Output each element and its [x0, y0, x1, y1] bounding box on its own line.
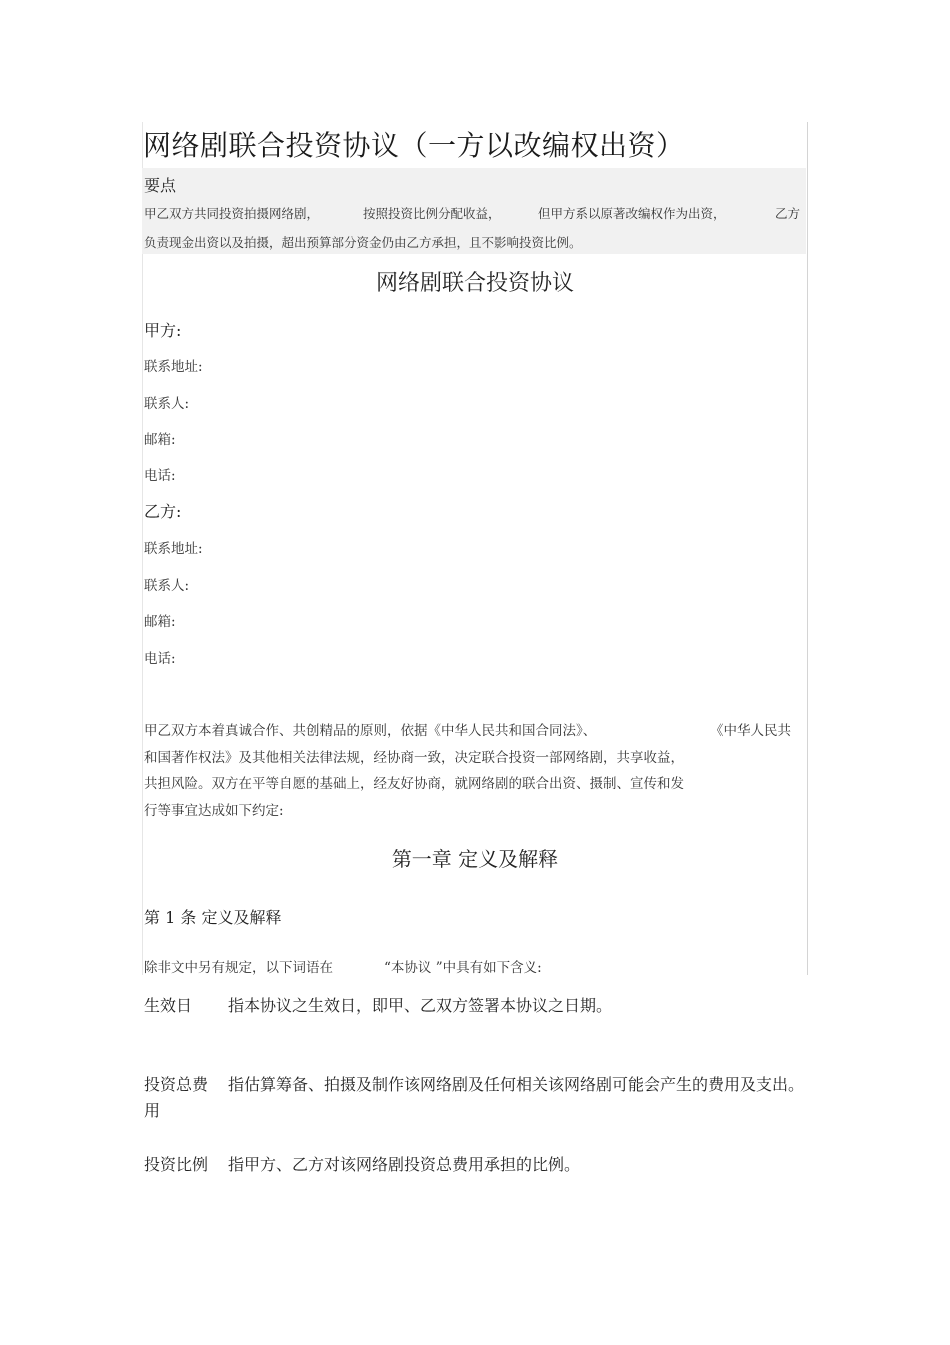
party-b-contact: 联系人: [144, 578, 190, 594]
agreement-title: 网络剧联合投资协议 [375, 271, 574, 296]
party-a-address: 联系地址: [144, 359, 203, 375]
party-a-email: 邮箱: [144, 432, 176, 448]
party-a-label: 甲方: [144, 321, 182, 340]
party-a-contact: 联系人: [144, 396, 190, 412]
definitions-intro-a: 除非文中另有规定，以下词语在 [144, 960, 333, 976]
definition-text: 指估算筹备、拍摄及制作该网络剧及任何相关该网络剧可能会产生的费用及支出。 [228, 1075, 805, 1094]
preamble-line1b: 《中华人民共 [710, 723, 791, 739]
definition-term: 投资比例 [144, 1155, 209, 1174]
preamble-line1a: 甲乙双方本着真诚合作、共创精品的原则，依据《中华人民共和国合同法》、 [144, 723, 597, 739]
chapter-title: 第一章 定义及解释 [391, 847, 559, 871]
keypoints-line1-part2: 按照投资比例分配收益， [363, 206, 501, 221]
keypoints-line2: 负责现金出资以及拍摄，超出预算部分资金仍由乙方承担，且不影响投资比例。 [144, 235, 582, 250]
definitions-intro-b: “本协议 ”中具有如下含义: [384, 960, 542, 976]
definition-text: 指本协议之生效日，即甲、乙双方签署本协议之日期。 [228, 996, 613, 1015]
preamble-line3: 共担风险。双方在平等自愿的基础上，经友好协商，就网络剧的联合出资、摄制、宣传和发 [144, 776, 684, 792]
document-title: 网络剧联合投资协议（一方以改编权出资） [143, 129, 685, 162]
party-b-phone: 电话: [144, 651, 176, 667]
party-b-label: 乙方: [144, 502, 182, 521]
keypoints-line1-part4: 乙方 [775, 206, 801, 221]
definition-term-continuation: 用 [144, 1101, 161, 1120]
preamble-line2: 和国著作权法》及其他相关法律法规，经协商一致，决定联合投资一部网络剧，共享收益， [144, 750, 684, 766]
party-b-address: 联系地址: [144, 541, 203, 557]
definition-term: 投资总费 [144, 1075, 209, 1094]
keypoints-line1-part3: 但甲方系以原著改编权作为出资， [538, 206, 726, 221]
article-heading: 第 1 条 定义及解释 [144, 908, 282, 927]
keypoints-line1-part1: 甲乙双方共同投资拍摄网络剧， [144, 206, 320, 221]
definition-term: 生效日 [144, 996, 193, 1015]
preamble-line4: 行等事宜达成如下约定: [144, 803, 284, 819]
definition-text: 指甲方、乙方对该网络剧投资总费用承担的比例。 [228, 1155, 581, 1174]
keypoints-heading: 要点 [144, 176, 177, 195]
party-b-email: 邮箱: [144, 614, 176, 630]
party-a-phone: 电话: [144, 468, 176, 484]
